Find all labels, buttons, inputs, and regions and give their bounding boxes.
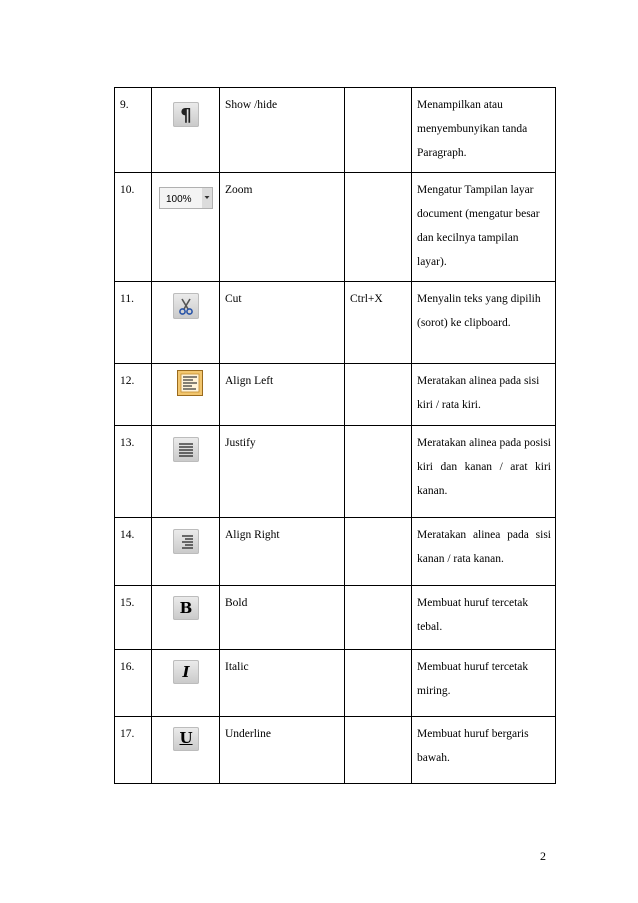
row-number: 10. (115, 173, 152, 282)
command-name: Bold (220, 586, 345, 650)
command-name: Show /hide (220, 88, 345, 173)
row-number: 9. (115, 88, 152, 173)
row-number: 17. (115, 717, 152, 784)
shortcut (345, 586, 412, 650)
shortcut (345, 717, 412, 784)
pilcrow-icon (173, 102, 199, 127)
page-number: 2 (540, 849, 546, 863)
toolbar-reference-table (114, 87, 556, 784)
shortcut (345, 173, 412, 282)
table-row (115, 650, 556, 717)
zoom-value: 100% (166, 194, 192, 205)
description: Membuat huruf tercetak tebal. (412, 586, 556, 650)
justify-icon (173, 437, 199, 462)
icon-cell (152, 586, 220, 650)
italic-icon: I (173, 660, 199, 684)
scissors-icon (173, 293, 199, 319)
row-number: 14. (115, 518, 152, 586)
underline-icon: U (173, 727, 199, 751)
row-number: 12. (115, 364, 152, 426)
command-name: Align Right (220, 518, 345, 586)
description: Meratakan alinea pada sisi kanan / rata kanan. (412, 518, 556, 586)
description: Meratakan alinea pada posisi kiri dan kanan / arat kiri kanan. (412, 426, 556, 518)
icon-cell (152, 282, 220, 364)
bold-icon: B (173, 596, 199, 620)
icon-cell (152, 717, 220, 784)
shortcut (345, 88, 412, 173)
icon-cell (152, 426, 220, 518)
table-row (115, 364, 556, 426)
table-row (115, 426, 556, 518)
icon-cell (152, 173, 220, 282)
description: Mengatur Tampilan layar document (mengatur besar dan kecilnya tampilan layar). (412, 173, 556, 282)
description: Membuat huruf tercetak miring. (412, 650, 556, 717)
command-name: Align Left (220, 364, 345, 426)
row-number: 11. (115, 282, 152, 364)
shortcut (345, 426, 412, 518)
command-name: Underline (220, 717, 345, 784)
shortcut (345, 650, 412, 717)
command-name: Zoom (220, 173, 345, 282)
command-name: Italic (220, 650, 345, 717)
command-name: Justify (220, 426, 345, 518)
row-number: 13. (115, 426, 152, 518)
shortcut (345, 518, 412, 586)
icon-cell (152, 518, 220, 586)
icon-cell (152, 364, 220, 426)
table-row (115, 282, 556, 364)
align-right-icon (173, 529, 199, 554)
table-row (115, 717, 556, 784)
table-row (115, 88, 556, 173)
command-name: Cut (220, 282, 345, 364)
icon-cell (152, 650, 220, 717)
align-left-icon (177, 370, 203, 396)
description: Membuat huruf bergaris bawah. (412, 717, 556, 784)
shortcut: Ctrl+X (345, 282, 412, 364)
description: Menampilkan atau menyembunyikan tanda Paragraph. (412, 88, 556, 173)
description: Menyalin teks yang dipilih (sorot) ke clipboard. (412, 282, 556, 364)
row-number: 16. (115, 650, 152, 717)
table-row (115, 518, 556, 586)
description: Meratakan alinea pada sisi kiri / rata kiri. (412, 364, 556, 426)
table-row (115, 586, 556, 650)
shortcut (345, 364, 412, 426)
svg-text:¶: ¶ (180, 105, 192, 126)
table-row (115, 173, 556, 282)
icon-cell (152, 88, 220, 173)
row-number: 15. (115, 586, 152, 650)
